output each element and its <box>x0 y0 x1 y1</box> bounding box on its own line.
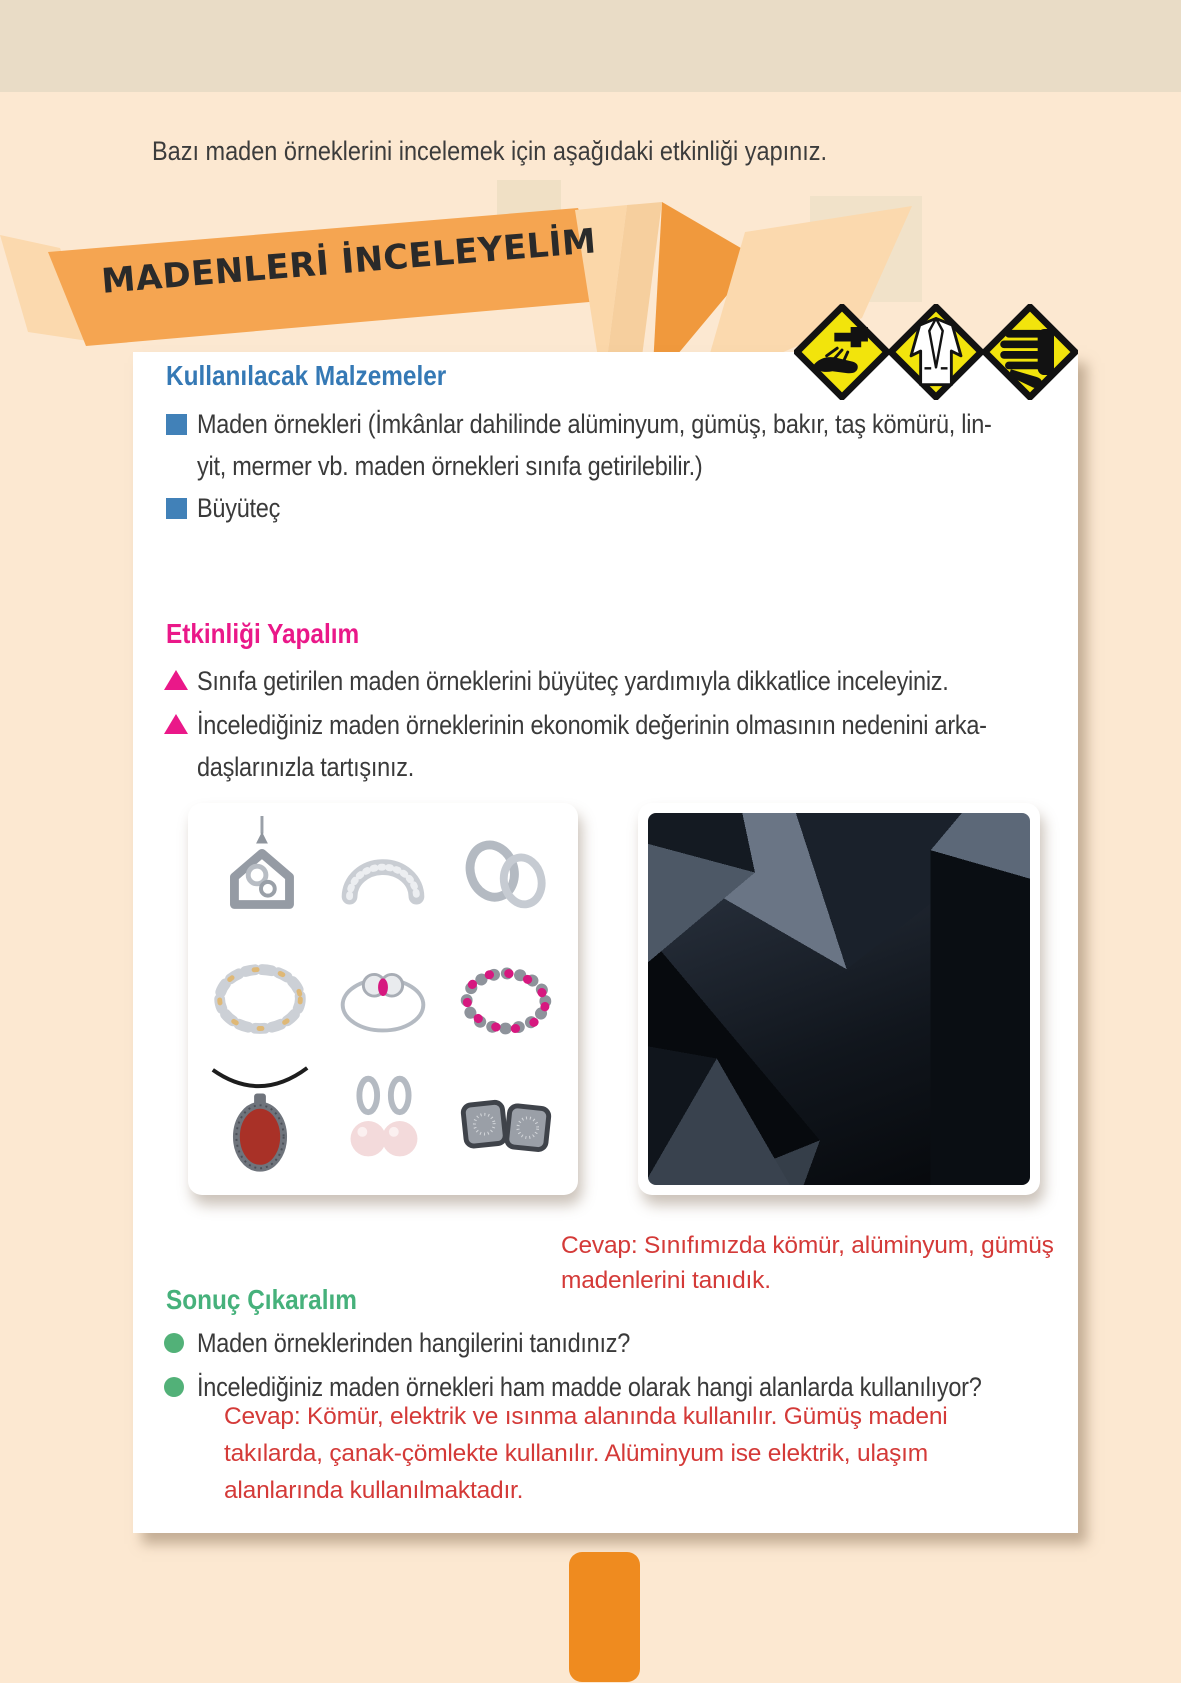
pearl-earrings-image <box>321 1061 444 1185</box>
triangle-bullet-icon <box>164 670 188 690</box>
silver-cuff-image <box>321 813 444 937</box>
circle-bullet-icon <box>164 1377 184 1397</box>
house-pendant-image <box>198 813 321 937</box>
jewelry-grid <box>198 813 568 1185</box>
intro-sentence: Bazı maden örneklerini incelemek için aşağıdaki etkinliği yapınız. <box>152 136 828 166</box>
conclusion-heading: Sonuç Çıkaralım <box>166 1284 357 1315</box>
silver-jewelry-photo <box>188 803 578 1195</box>
steps-heading: Etkinliği Yapalım <box>166 618 360 649</box>
materials-item-line: Büyüteç <box>197 493 281 523</box>
step-line: daşlarınızla tartışınız. <box>197 752 414 782</box>
gem-bracelet-image <box>445 937 568 1061</box>
banner-background-band <box>0 0 1181 92</box>
step-line: İncelediğiniz maden örneklerinin ekonomik değerinin olmasının nedenini arka- <box>197 710 987 740</box>
banner-title: MADENLERİ İNCELEYELİM <box>100 221 598 302</box>
coal-texture <box>648 813 1030 1185</box>
step-line: Sınıfa getirilen maden örneklerini büyüteç yardımıyla dikkatlice inceleyiniz. <box>197 666 949 696</box>
materials-heading: Kullanılacak Malzemeler <box>166 360 447 391</box>
wash-hands-icon <box>794 304 890 400</box>
materials-item-line: Maden örnekleri (İmkânlar dahilinde alüminyum, gümüş, bakır, taş kömürü, lin- <box>197 409 992 439</box>
triangle-bullet-icon <box>164 714 188 734</box>
handwritten-answer-line: Cevap: Kömür, elektrik ve ısınma alanında kullanılır. Gümüş madeni <box>224 1403 948 1430</box>
lab-coat-icon <box>888 304 984 400</box>
conclusion-question: Maden örneklerinden hangilerini tanıdınız? <box>197 1328 631 1358</box>
conclusion-question: İncelediğiniz maden örnekleri ham madde olarak hangi alanlarda kullanılıyor? <box>197 1372 982 1402</box>
protective-hand-icon <box>982 304 1078 400</box>
coal-photo <box>638 803 1040 1195</box>
square-bullet-icon <box>166 414 187 435</box>
handwritten-answer-line: madenlerini tanıdık. <box>561 1267 771 1294</box>
materials-item-line: yit, mermer vb. maden örnekleri sınıfa getirilebilir.) <box>197 451 703 481</box>
circle-bullet-icon <box>164 1333 184 1353</box>
heart-bracelet-image <box>198 937 321 1061</box>
silver-rings-image <box>445 813 568 937</box>
red-stone-pendant-image <box>198 1061 321 1185</box>
handwritten-answer-line: alanlarında kullanılmaktadır. <box>224 1477 524 1504</box>
butterfly-bangle-image <box>321 937 444 1061</box>
square-stud-earrings-image <box>445 1061 568 1185</box>
handwritten-answer-line: takılarda, çanak-çömlekte kullanılır. Alüminyum ise elektrik, ulaşım <box>224 1440 928 1467</box>
handwritten-answer-line: Cevap: Sınıfımızda kömür, alüminyum, gümüş <box>561 1232 1054 1259</box>
page-bottom-tab <box>569 1552 640 1682</box>
square-bullet-icon <box>166 498 187 519</box>
